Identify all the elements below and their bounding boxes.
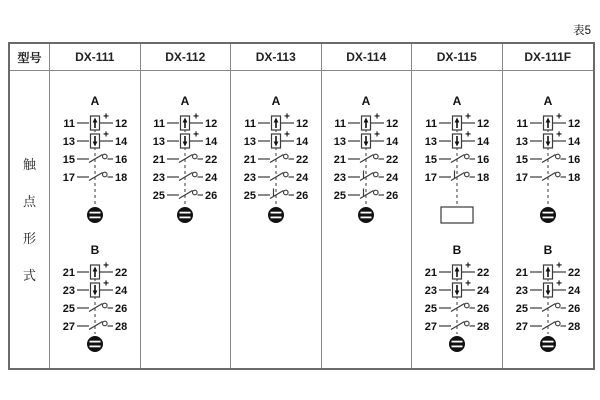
polarity-coil-arrow-up-icon xyxy=(244,112,308,131)
row-label-contact-form xyxy=(10,71,50,368)
terminal-left: 21 xyxy=(424,267,437,279)
group-a-wrap xyxy=(141,93,231,227)
polarity-coil-arrow-up-icon xyxy=(516,112,580,131)
terminal-right: 18 xyxy=(114,172,127,184)
header-model-dx-111f: DX-111F xyxy=(524,50,572,64)
terminal-left: 11 xyxy=(244,118,256,130)
electromagnet-icon xyxy=(358,207,374,223)
terminal-left: 21 xyxy=(153,154,166,166)
terminal-left: 25 xyxy=(243,190,256,202)
terminal-right: 22 xyxy=(567,267,580,279)
terminal-left: 17 xyxy=(62,172,75,184)
contact-group-b xyxy=(412,242,502,354)
terminal-right: 24 xyxy=(205,172,218,184)
terminal-right: 12 xyxy=(114,118,127,130)
column-dx-111 xyxy=(50,71,141,368)
terminal-right: 26 xyxy=(114,303,127,315)
terminal-left: 21 xyxy=(243,154,256,166)
group-a-wrap xyxy=(50,93,140,227)
contact-group-a xyxy=(322,93,412,227)
terminal-left: 15 xyxy=(424,154,437,166)
polarity-coil-arrow-up-icon xyxy=(63,261,128,280)
group-label: A xyxy=(90,94,100,108)
polarity-plus-sign: + xyxy=(555,129,562,141)
header-model-dx-112: DX-112 xyxy=(141,44,232,70)
contact-group-a xyxy=(231,93,321,227)
terminal-left: 27 xyxy=(62,321,75,333)
polarity-plus-sign: + xyxy=(193,129,200,141)
contact-group-a xyxy=(503,93,593,227)
row-label-char: 形 xyxy=(22,230,36,246)
group-label: B xyxy=(90,243,100,257)
terminal-left: 25 xyxy=(424,303,437,315)
polarity-plus-sign: + xyxy=(102,260,109,272)
terminal-left: 27 xyxy=(515,321,528,333)
group-label: A xyxy=(271,94,281,108)
polarity-coil-arrow-up-icon xyxy=(154,112,218,131)
polarity-plus-sign: + xyxy=(464,278,471,290)
group-a-wrap xyxy=(322,93,412,227)
terminal-left: 27 xyxy=(424,321,437,333)
polarity-plus-sign: + xyxy=(555,260,562,272)
electromagnet-icon xyxy=(87,336,103,352)
polarity-coil-arrow-down-icon xyxy=(153,130,218,149)
electromagnet-icon xyxy=(449,336,465,352)
terminal-left: 11 xyxy=(516,118,528,130)
group-label: A xyxy=(361,94,371,108)
terminal-right: 24 xyxy=(295,172,308,184)
terminal-right: 12 xyxy=(567,118,580,130)
terminal-right: 14 xyxy=(114,136,127,148)
header-model-dx-115: DX-115 xyxy=(412,44,503,70)
polarity-plus-sign: + xyxy=(374,129,381,141)
terminal-right: 26 xyxy=(295,190,308,202)
terminal-left: 11 xyxy=(63,118,75,130)
column-dx-115 xyxy=(412,71,503,368)
terminal-right: 22 xyxy=(386,154,399,166)
column-dx-114 xyxy=(322,71,413,368)
polarity-plus-sign: + xyxy=(555,111,562,123)
polarity-coil-arrow-down-icon xyxy=(63,279,128,298)
contact-form-table xyxy=(8,42,595,370)
terminal-right: 22 xyxy=(205,154,218,166)
polarity-plus-sign: + xyxy=(464,129,471,141)
group-label: A xyxy=(452,94,462,108)
polarity-plus-sign: + xyxy=(102,129,109,141)
polarity-plus-sign: + xyxy=(374,111,381,123)
terminal-left: 23 xyxy=(62,285,75,297)
electromagnet-icon xyxy=(177,207,193,223)
terminal-left: 13 xyxy=(334,136,347,148)
terminal-left: 25 xyxy=(153,190,166,202)
terminal-right: 26 xyxy=(386,190,399,202)
terminal-left: 17 xyxy=(424,172,437,184)
terminal-left: 23 xyxy=(424,285,437,297)
terminal-left: 11 xyxy=(425,118,437,130)
terminal-right: 16 xyxy=(567,154,580,166)
terminal-right: 18 xyxy=(567,172,580,184)
terminal-right: 28 xyxy=(567,321,580,333)
terminal-right: 28 xyxy=(476,321,489,333)
terminal-right: 12 xyxy=(295,118,308,130)
table-caption: 表5 xyxy=(573,25,591,37)
polarity-coil-arrow-down-icon xyxy=(516,130,581,149)
header-model-dx-111: DX-111 xyxy=(50,44,141,70)
header-model-dx-114: DX-114 xyxy=(322,44,413,70)
terminal-right: 24 xyxy=(476,285,489,297)
header-model-label: 型号 xyxy=(10,44,50,70)
terminal-left: 23 xyxy=(515,285,528,297)
electromagnet-icon xyxy=(540,207,556,223)
header-model-dx-113: DX-113 xyxy=(231,44,322,70)
terminal-right: 16 xyxy=(476,154,489,166)
group-label: A xyxy=(180,94,190,108)
terminal-right: 26 xyxy=(567,303,580,315)
terminal-right: 16 xyxy=(114,154,127,166)
terminal-right: 24 xyxy=(386,172,399,184)
terminal-right: 26 xyxy=(205,190,218,202)
column-dx-113 xyxy=(231,71,322,368)
column-dx-111f xyxy=(503,71,594,368)
terminal-left: 13 xyxy=(153,136,166,148)
terminal-left: 15 xyxy=(515,154,528,166)
terminal-left: 21 xyxy=(62,267,75,279)
table-header-row xyxy=(10,44,593,71)
electromagnet-icon xyxy=(268,207,284,223)
column-dx-112 xyxy=(141,71,232,368)
polarity-coil-arrow-down-icon xyxy=(244,130,309,149)
terminal-right: 18 xyxy=(476,172,489,184)
terminal-right: 24 xyxy=(567,285,580,297)
terminal-right: 22 xyxy=(476,267,489,279)
polarity-coil-arrow-up-icon xyxy=(425,261,490,280)
terminal-left: 13 xyxy=(62,136,75,148)
contact-group-a xyxy=(50,93,140,227)
polarity-coil-arrow-up-icon xyxy=(425,112,489,131)
terminal-right: 14 xyxy=(386,136,399,148)
contact-group-a xyxy=(141,93,231,227)
polarity-coil-arrow-down-icon xyxy=(516,279,581,298)
terminal-left: 21 xyxy=(515,267,528,279)
table-body-row xyxy=(10,71,593,368)
contact-group-a xyxy=(412,93,502,227)
polarity-coil-arrow-up-icon xyxy=(335,112,399,131)
polarity-plus-sign: + xyxy=(193,111,200,123)
terminal-right: 24 xyxy=(114,285,127,297)
terminal-right: 26 xyxy=(476,303,489,315)
terminal-left: 13 xyxy=(243,136,256,148)
terminal-right: 14 xyxy=(567,136,580,148)
terminal-left: 21 xyxy=(334,154,347,166)
polarity-coil-arrow-down-icon xyxy=(334,130,399,149)
group-a-wrap xyxy=(503,93,593,227)
electromagnet-icon xyxy=(87,207,103,223)
terminal-right: 14 xyxy=(476,136,489,148)
row-label-char: 点 xyxy=(22,193,36,209)
terminal-left: 17 xyxy=(515,172,528,184)
electromagnet-icon xyxy=(540,336,556,352)
contact-group-b xyxy=(503,242,593,354)
terminal-right: 12 xyxy=(205,118,218,130)
terminal-left: 13 xyxy=(424,136,437,148)
terminal-left: 25 xyxy=(515,303,528,315)
terminal-left: 25 xyxy=(62,303,75,315)
polarity-coil-arrow-down-icon xyxy=(425,130,490,149)
polarity-plus-sign: + xyxy=(102,278,109,290)
terminal-left: 11 xyxy=(334,118,347,130)
group-a-wrap xyxy=(412,93,502,227)
terminal-left: 23 xyxy=(243,172,256,184)
terminal-right: 22 xyxy=(295,154,308,166)
polarity-coil-arrow-up-icon xyxy=(516,261,581,280)
group-label: B xyxy=(543,243,553,257)
polarity-plus-sign: + xyxy=(555,278,562,290)
polarity-coil-arrow-up-icon xyxy=(63,112,127,131)
row-label-char: 触 xyxy=(22,156,36,172)
contact-group-b xyxy=(50,242,140,354)
polarity-coil-arrow-down-icon xyxy=(63,130,128,149)
group-label: A xyxy=(543,94,553,108)
polarity-plus-sign: + xyxy=(102,111,109,123)
terminal-right: 14 xyxy=(205,136,218,148)
terminal-right: 12 xyxy=(386,118,399,130)
terminal-left: 15 xyxy=(62,154,75,166)
terminal-left: 11 xyxy=(153,118,166,130)
terminal-right: 22 xyxy=(114,267,127,279)
terminal-left: 23 xyxy=(153,172,166,184)
coil-box-icon xyxy=(441,207,473,223)
group-b-wrap xyxy=(503,242,593,354)
group-label: B xyxy=(452,243,462,257)
terminal-right: 14 xyxy=(295,136,308,148)
terminal-left: 25 xyxy=(334,190,347,202)
polarity-plus-sign: + xyxy=(283,111,290,123)
polarity-plus-sign: + xyxy=(464,111,471,123)
polarity-coil-arrow-down-icon xyxy=(425,279,490,298)
terminal-right: 12 xyxy=(476,118,489,130)
polarity-plus-sign: + xyxy=(464,260,471,272)
terminal-left: 23 xyxy=(334,172,347,184)
terminal-right: 28 xyxy=(114,321,127,333)
group-b-wrap xyxy=(50,242,140,354)
terminal-left: 13 xyxy=(515,136,528,148)
group-b-wrap xyxy=(412,242,502,354)
polarity-plus-sign: + xyxy=(283,129,290,141)
row-label-char: 式 xyxy=(22,267,36,283)
group-a-wrap xyxy=(231,93,321,227)
